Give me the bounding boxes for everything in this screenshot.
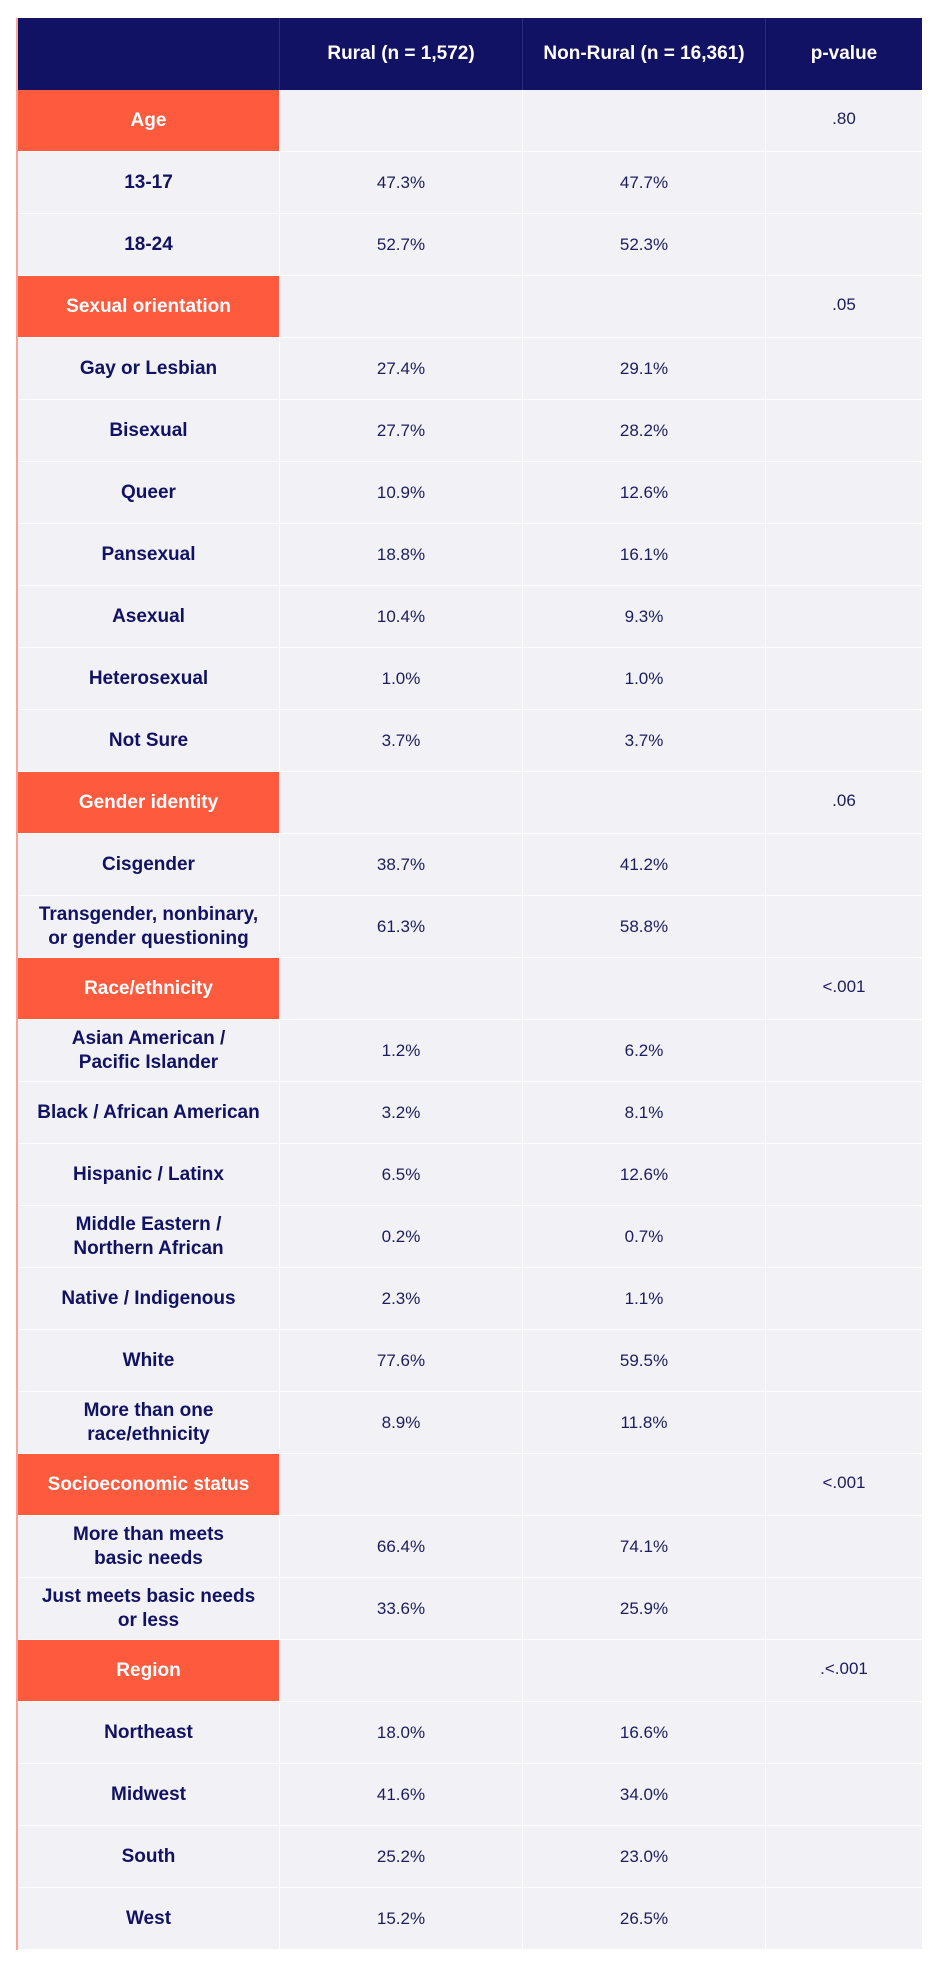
- row-p-blank: [766, 1888, 922, 1949]
- table-row: [18, 214, 922, 276]
- row-p-blank: [766, 1144, 922, 1205]
- row-p-blank: [766, 1206, 922, 1267]
- row-label: Just meets basic needs or less: [18, 1578, 280, 1639]
- table-row: [18, 1392, 922, 1454]
- section-title: Race/ethnicity: [18, 958, 280, 1019]
- nonrural-value: 59.5%: [523, 1330, 766, 1391]
- table-row: [18, 648, 922, 710]
- section-nonrural-blank: [523, 958, 766, 1019]
- rural-value: 6.5%: [280, 1144, 523, 1205]
- header-pvalue: p-value: [810, 43, 878, 64]
- row-p-blank: [766, 648, 922, 709]
- row-label: Queer: [18, 462, 280, 523]
- rural-value: 66.4%: [280, 1516, 523, 1577]
- table-row: [18, 462, 922, 524]
- table-row: [18, 1702, 922, 1764]
- table-row: [18, 1144, 922, 1206]
- table-row: [18, 1082, 922, 1144]
- section-nonrural-blank: [523, 1640, 766, 1701]
- row-label: Gay or Lesbian: [18, 338, 280, 399]
- section-rural-blank: [280, 1640, 523, 1701]
- table-row: [18, 400, 922, 462]
- row-p-blank: [766, 1082, 922, 1143]
- nonrural-value: 23.0%: [523, 1826, 766, 1887]
- section-p-value: .<.001: [820, 1659, 868, 1678]
- table-row: [18, 1206, 922, 1268]
- table-row: [18, 834, 922, 896]
- row-p-blank: [766, 896, 922, 957]
- section-nonrural-blank: [523, 772, 766, 833]
- nonrural-value: 16.1%: [523, 524, 766, 585]
- section-title: Region: [18, 1640, 280, 1701]
- section-header-row: [18, 276, 922, 338]
- rural-value: 61.3%: [280, 896, 523, 957]
- rural-value: 1.0%: [280, 648, 523, 709]
- nonrural-value: 1.1%: [523, 1268, 766, 1329]
- row-p-blank: [766, 1020, 922, 1081]
- rural-value: 27.7%: [280, 400, 523, 461]
- row-p-blank: [766, 1702, 922, 1763]
- table-row: [18, 896, 922, 958]
- rural-value: 38.7%: [280, 834, 523, 895]
- rural-value: 47.3%: [280, 152, 523, 213]
- section-p-value: .06: [832, 791, 856, 810]
- rural-value: 3.7%: [280, 710, 523, 771]
- nonrural-value: 12.6%: [523, 1144, 766, 1205]
- section-title: Socioeconomic status: [18, 1454, 280, 1515]
- row-p-blank: [766, 710, 922, 771]
- nonrural-value: 41.2%: [523, 834, 766, 895]
- rural-value: 2.3%: [280, 1268, 523, 1329]
- section-header-row: [18, 1640, 922, 1702]
- rural-value: 3.2%: [280, 1082, 523, 1143]
- table-header-row: [18, 18, 922, 90]
- row-p-blank: [766, 1516, 922, 1577]
- nonrural-value: 26.5%: [523, 1888, 766, 1949]
- row-label: Native / Indigenous: [18, 1268, 280, 1329]
- nonrural-value: 25.9%: [523, 1578, 766, 1639]
- row-p-blank: [766, 524, 922, 585]
- row-p-blank: [766, 338, 922, 399]
- nonrural-value: 8.1%: [523, 1082, 766, 1143]
- section-header-row: [18, 958, 922, 1020]
- nonrural-value: 28.2%: [523, 400, 766, 461]
- nonrural-value: 16.6%: [523, 1702, 766, 1763]
- row-label: Bisexual: [18, 400, 280, 461]
- rural-value: 27.4%: [280, 338, 523, 399]
- row-label: 18-24: [18, 214, 280, 275]
- row-p-blank: [766, 1268, 922, 1329]
- header-rural: Rural (n = 1,572): [280, 18, 523, 90]
- row-p-blank: [766, 1392, 922, 1453]
- row-p-blank: [766, 1330, 922, 1391]
- rural-value: 10.9%: [280, 462, 523, 523]
- row-p-blank: [766, 1578, 922, 1639]
- table-row: [18, 710, 922, 772]
- row-label: 13-17: [18, 152, 280, 213]
- row-p-blank: [766, 834, 922, 895]
- table-row: [18, 1764, 922, 1826]
- section-p-value: <.001: [822, 977, 866, 996]
- rural-value: 33.6%: [280, 1578, 523, 1639]
- row-label: White: [18, 1330, 280, 1391]
- row-p-blank: [766, 152, 922, 213]
- nonrural-value: 34.0%: [523, 1764, 766, 1825]
- nonrural-value: 52.3%: [523, 214, 766, 275]
- row-p-blank: [766, 1826, 922, 1887]
- row-label: Not Sure: [18, 710, 280, 771]
- rural-value: 52.7%: [280, 214, 523, 275]
- section-title: Sexual orientation: [18, 276, 280, 337]
- row-label: Transgender, nonbinary, or gender questioning: [18, 896, 280, 957]
- table-row: [18, 152, 922, 214]
- table-row: [18, 1888, 922, 1950]
- row-label: Northeast: [18, 1702, 280, 1763]
- rural-value: 18.0%: [280, 1702, 523, 1763]
- row-label: Black / African American: [18, 1082, 280, 1143]
- row-label: Heterosexual: [18, 648, 280, 709]
- nonrural-value: 3.7%: [523, 710, 766, 771]
- section-title: Age: [18, 90, 280, 151]
- row-p-blank: [766, 1764, 922, 1825]
- table-body: [18, 90, 922, 1950]
- rural-value: 0.2%: [280, 1206, 523, 1267]
- table-row: [18, 338, 922, 400]
- nonrural-value: 6.2%: [523, 1020, 766, 1081]
- nonrural-value: 0.7%: [523, 1206, 766, 1267]
- table-row: [18, 1020, 922, 1082]
- row-label: Cisgender: [18, 834, 280, 895]
- section-p-value: <.001: [822, 1473, 866, 1492]
- row-p-blank: [766, 462, 922, 523]
- row-p-blank: [766, 400, 922, 461]
- nonrural-value: 74.1%: [523, 1516, 766, 1577]
- table-row: [18, 1516, 922, 1578]
- header-blank-cell: [18, 18, 280, 90]
- section-nonrural-blank: [523, 90, 766, 151]
- section-rural-blank: [280, 1454, 523, 1515]
- rural-value: 18.8%: [280, 524, 523, 585]
- nonrural-value: 58.8%: [523, 896, 766, 957]
- rural-value: 10.4%: [280, 586, 523, 647]
- row-label: West: [18, 1888, 280, 1949]
- rural-value: 77.6%: [280, 1330, 523, 1391]
- section-rural-blank: [280, 90, 523, 151]
- table-row: [18, 1578, 922, 1640]
- row-label: Midwest: [18, 1764, 280, 1825]
- section-nonrural-blank: [523, 1454, 766, 1515]
- section-nonrural-blank: [523, 276, 766, 337]
- section-p-value: .05: [832, 295, 856, 314]
- table-row: [18, 1268, 922, 1330]
- nonrural-value: 12.6%: [523, 462, 766, 523]
- row-label: Hispanic / Latinx: [18, 1144, 280, 1205]
- table-row: [18, 586, 922, 648]
- row-label: More than one race/ethnicity: [18, 1392, 280, 1453]
- section-header-row: [18, 90, 922, 152]
- row-p-blank: [766, 586, 922, 647]
- rural-value: 15.2%: [280, 1888, 523, 1949]
- nonrural-value: 11.8%: [523, 1392, 766, 1453]
- nonrural-value: 29.1%: [523, 338, 766, 399]
- nonrural-value: 47.7%: [523, 152, 766, 213]
- row-label: Asexual: [18, 586, 280, 647]
- row-label: Pansexual: [18, 524, 280, 585]
- row-label: Middle Eastern / Northern African: [18, 1206, 280, 1267]
- section-header-row: [18, 1454, 922, 1516]
- rural-value: 1.2%: [280, 1020, 523, 1081]
- row-label: Asian American / Pacific Islander: [18, 1020, 280, 1081]
- nonrural-value: 1.0%: [523, 648, 766, 709]
- section-rural-blank: [280, 276, 523, 337]
- table-row: [18, 1330, 922, 1392]
- row-label: More than meets basic needs: [18, 1516, 280, 1577]
- header-nonrural: Non-Rural (n = 16,361): [523, 18, 766, 90]
- section-rural-blank: [280, 772, 523, 833]
- section-rural-blank: [280, 958, 523, 1019]
- section-title: Gender identity: [18, 772, 280, 833]
- nonrural-value: 9.3%: [523, 586, 766, 647]
- rural-value: 8.9%: [280, 1392, 523, 1453]
- section-p-value: .80: [832, 109, 856, 128]
- demographics-table: [16, 18, 922, 1950]
- row-label: South: [18, 1826, 280, 1887]
- rural-value: 25.2%: [280, 1826, 523, 1887]
- table-row: [18, 1826, 922, 1888]
- rural-value: 41.6%: [280, 1764, 523, 1825]
- table-row: [18, 524, 922, 586]
- row-p-blank: [766, 214, 922, 275]
- section-header-row: [18, 772, 922, 834]
